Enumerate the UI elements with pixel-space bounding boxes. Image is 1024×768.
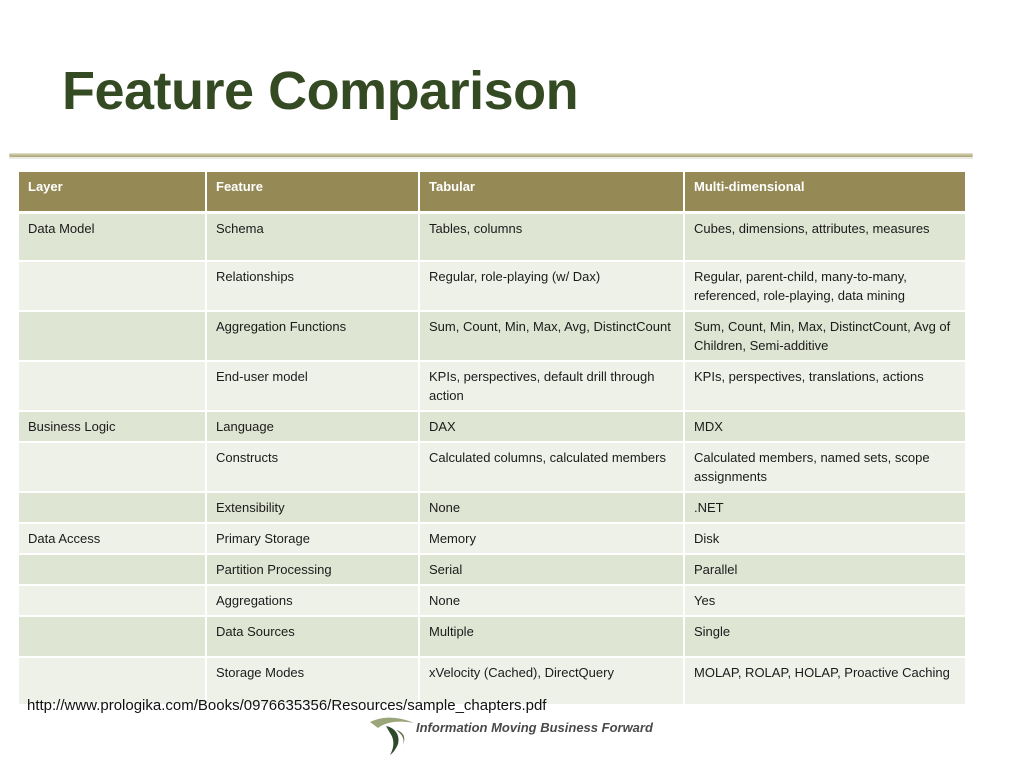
- source-url: http://www.prologika.com/Books/0976635356/Resources/sample_chapters.pdf: [27, 697, 547, 714]
- cell-layer: Data Access: [18, 523, 206, 554]
- page-title: Feature Comparison: [62, 61, 579, 121]
- cell-multidimensional: KPIs, perspectives, translations, actions: [684, 361, 966, 411]
- title-divider-shadow: [9, 157, 973, 159]
- cell-feature: End-user model: [206, 361, 419, 411]
- cell-multidimensional: .NET: [684, 492, 966, 523]
- cell-layer: [18, 492, 206, 523]
- table-row: [18, 213, 966, 261]
- cell-tabular: Serial: [419, 554, 684, 585]
- cell-tabular: None: [419, 585, 684, 616]
- cell-tabular: Calculated columns, calculated members: [419, 442, 684, 492]
- cell-multidimensional: Parallel: [684, 554, 966, 585]
- cell-tabular: DAX: [419, 411, 684, 442]
- table-row: [18, 523, 966, 554]
- table-row: [18, 585, 966, 616]
- cell-feature: Language: [206, 411, 419, 442]
- cell-multidimensional: MDX: [684, 411, 966, 442]
- cell-layer: [18, 554, 206, 585]
- swoosh-logo-icon: [368, 714, 416, 756]
- cell-feature: Partition Processing: [206, 554, 419, 585]
- cell-multidimensional: Regular, parent-child, many-to-many, referenced, role-playing, data mining: [684, 261, 966, 311]
- cell-layer: [18, 311, 206, 361]
- cell-feature: Aggregation Functions: [206, 311, 419, 361]
- cell-tabular: KPIs, perspectives, default drill through action: [419, 361, 684, 411]
- table-row: [18, 361, 966, 411]
- cell-layer: [18, 361, 206, 411]
- cell-feature: Extensibility: [206, 492, 419, 523]
- cell-feature: Aggregations: [206, 585, 419, 616]
- cell-feature: Primary Storage: [206, 523, 419, 554]
- feature-comparison-table: [17, 170, 967, 706]
- cell-feature: Relationships: [206, 261, 419, 311]
- header-tabular: Tabular: [419, 171, 684, 213]
- table-row: [18, 554, 966, 585]
- cell-multidimensional: MOLAP, ROLAP, HOLAP, Proactive Caching: [684, 657, 966, 705]
- cell-layer: [18, 585, 206, 616]
- cell-tabular: xVelocity (Cached), DirectQuery: [419, 657, 684, 705]
- table-header-row: [18, 171, 966, 213]
- cell-layer: [18, 442, 206, 492]
- cell-multidimensional: Disk: [684, 523, 966, 554]
- header-layer: Layer: [18, 171, 206, 213]
- cell-tabular: Regular, role-playing (w/ Dax): [419, 261, 684, 311]
- table-row: [18, 616, 966, 657]
- table-row: [18, 261, 966, 311]
- table-row: [18, 311, 966, 361]
- table-row: [18, 442, 966, 492]
- header-multidimensional: Multi-dimensional: [684, 171, 966, 213]
- cell-layer: Data Model: [18, 213, 206, 261]
- cell-tabular: Sum, Count, Min, Max, Avg, DistinctCount: [419, 311, 684, 361]
- cell-layer: [18, 616, 206, 657]
- cell-feature: Data Sources: [206, 616, 419, 657]
- cell-tabular: None: [419, 492, 684, 523]
- table-row: [18, 492, 966, 523]
- table-row: [18, 411, 966, 442]
- cell-multidimensional: Calculated members, named sets, scope assignments: [684, 442, 966, 492]
- header-feature: Feature: [206, 171, 419, 213]
- cell-tabular: Memory: [419, 523, 684, 554]
- cell-multidimensional: Sum, Count, Min, Max, DistinctCount, Avg of Children, Semi-additive: [684, 311, 966, 361]
- cell-feature: Schema: [206, 213, 419, 261]
- cell-tabular: Tables, columns: [419, 213, 684, 261]
- cell-feature: Constructs: [206, 442, 419, 492]
- cell-tabular: Multiple: [419, 616, 684, 657]
- cell-layer: [18, 261, 206, 311]
- cell-layer: Business Logic: [18, 411, 206, 442]
- cell-feature: Storage Modes: [206, 657, 419, 705]
- company-tagline: Information Moving Business Forward: [416, 720, 653, 735]
- cell-multidimensional: Cubes, dimensions, attributes, measures: [684, 213, 966, 261]
- cell-multidimensional: Yes: [684, 585, 966, 616]
- cell-multidimensional: Single: [684, 616, 966, 657]
